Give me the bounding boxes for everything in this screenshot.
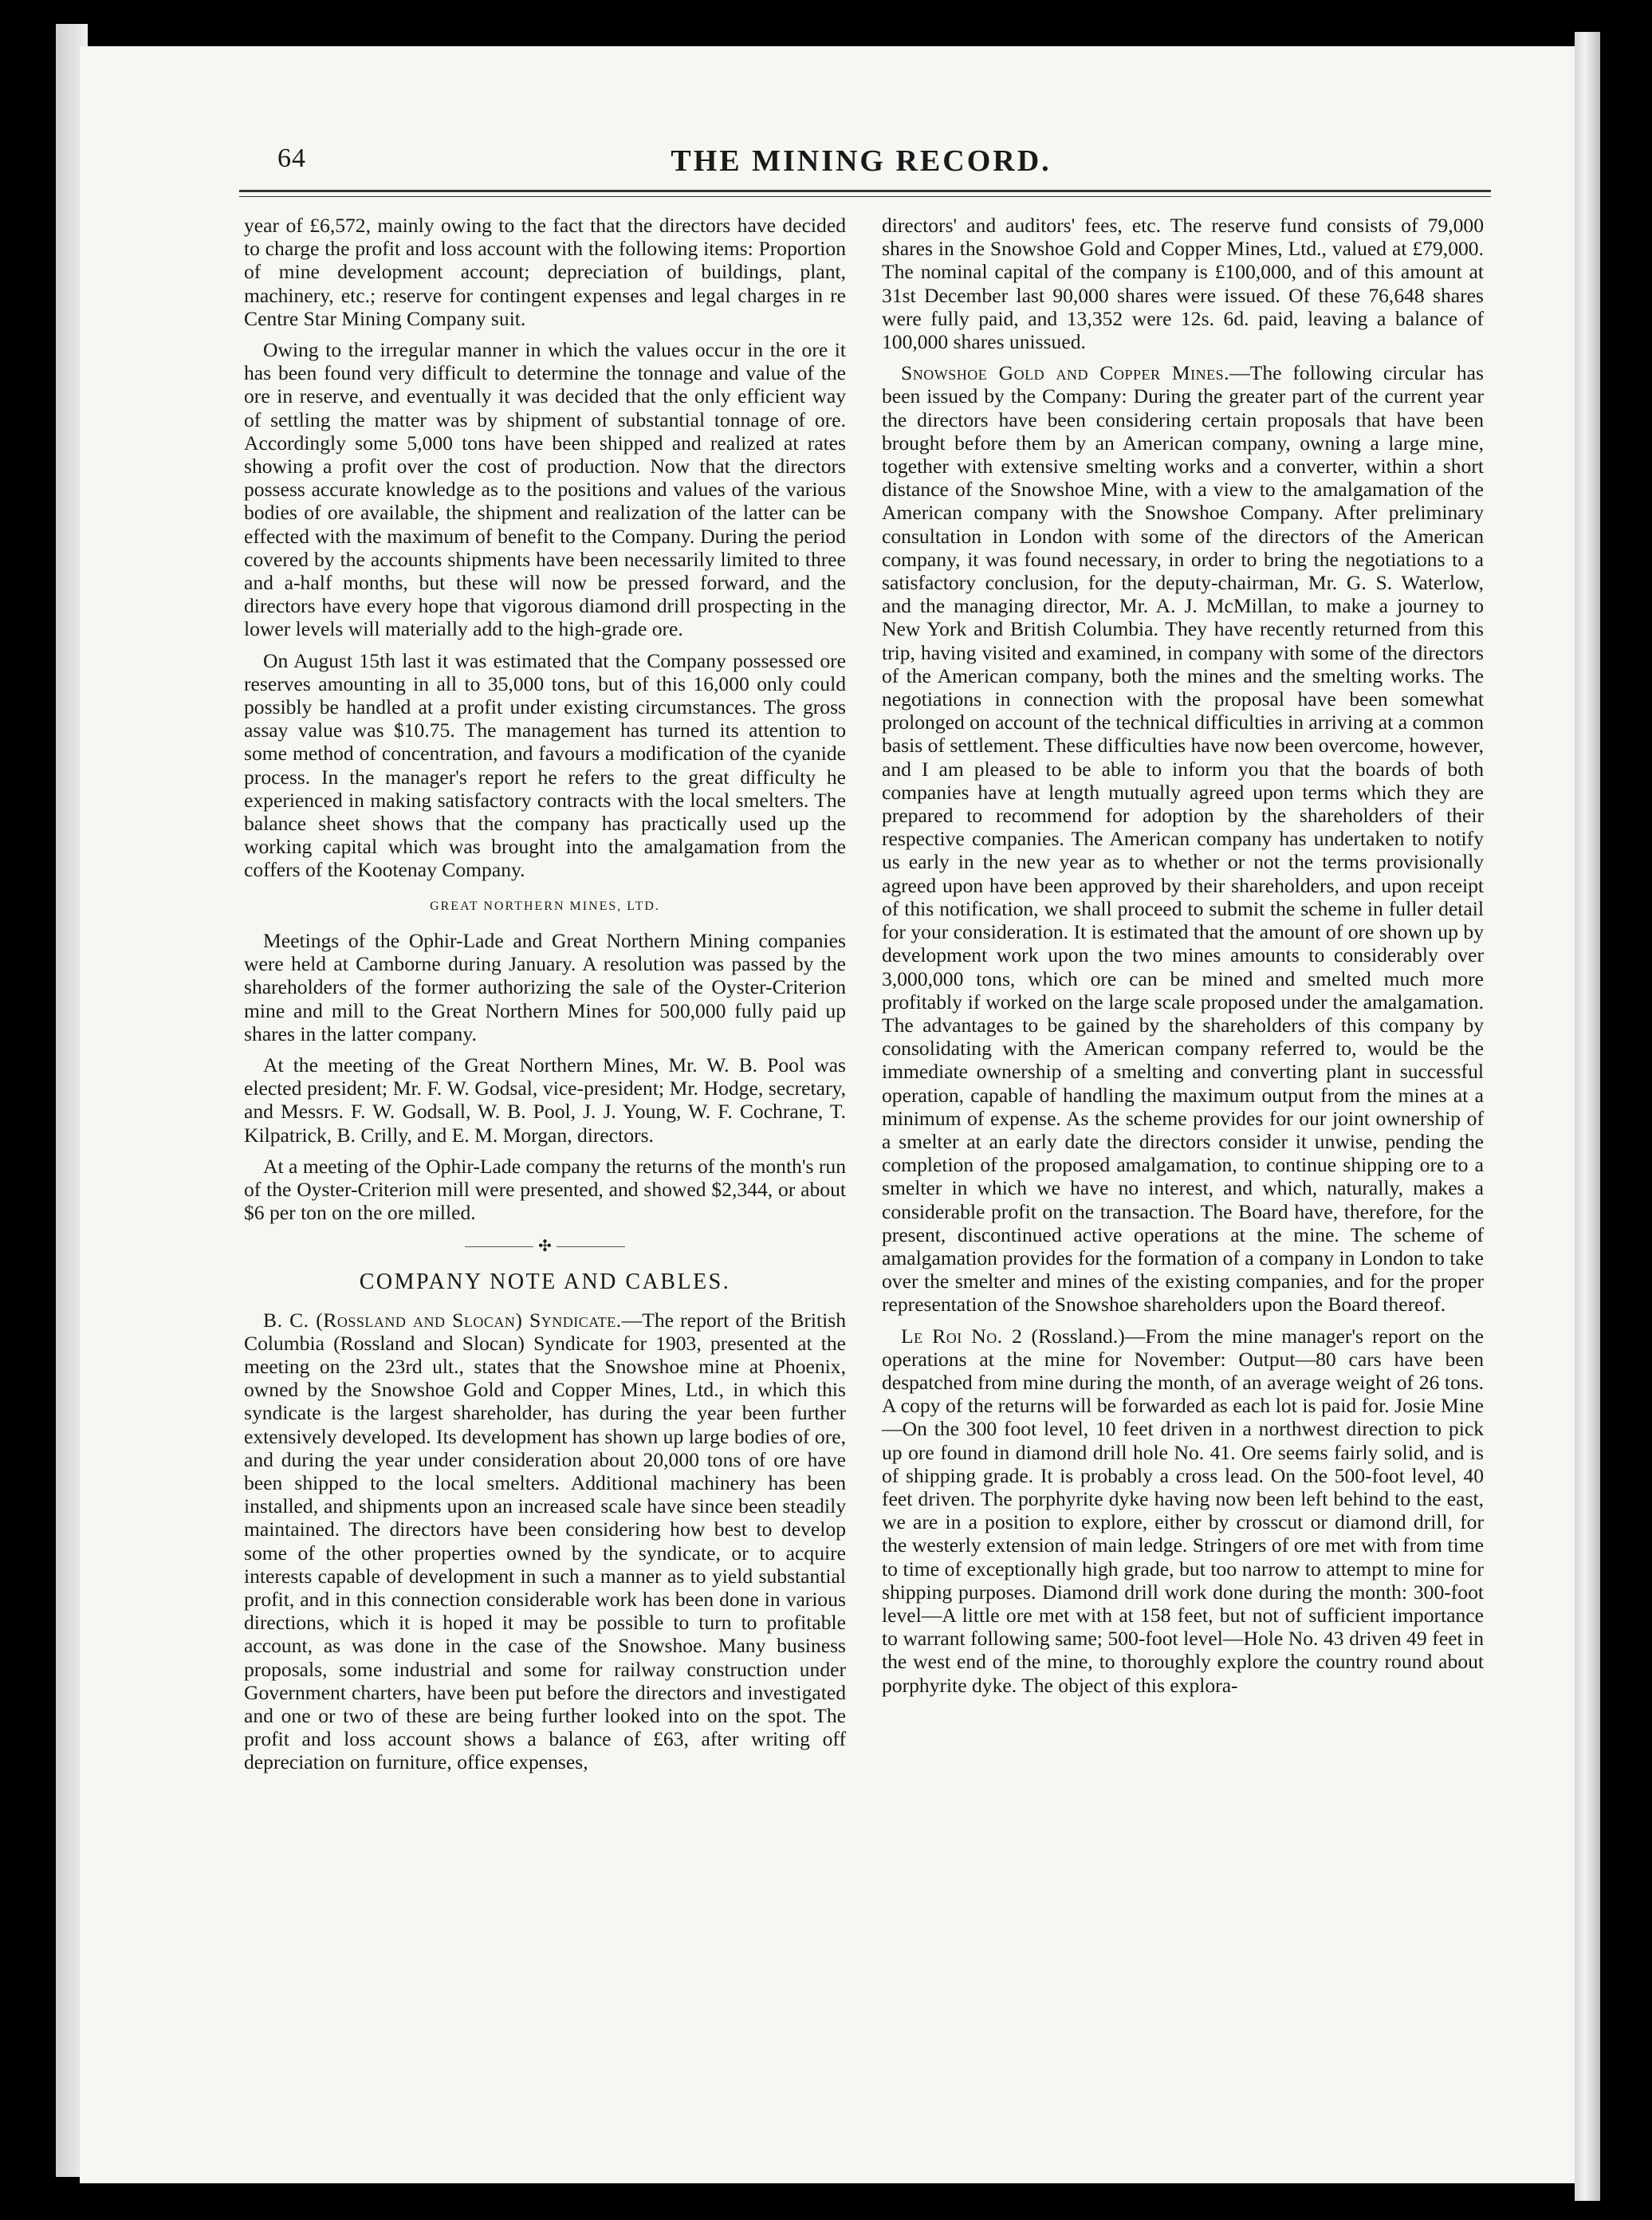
paragraph-body: (Rossland.)—From the mine manager's report on the operations at the mine for November: Output—80 cars have been despatched from mine during the month, of an average weight of 26 tons. A copy of the returns will be forwarded as each lot is paid for. Josie Mine—On the 300 foot level, 10 feet driven in a northwest direction to pick up ore found in diamond drill hole No. 41. Ore seems fairly solid, and is of shipping grade. It is probably a cross lead. On the 500-foot level, 40 feet driven. The porphyrite dyke having now been left behind to the east, we are in a position to explore, either by crosscut or diamond drill, for the westerly extension of main ledge. Stringers of ore met with from time to time of exceptionally high grade, but too narrow to attempt to mine for shipping purposes. Diamond drill work done during the month: 300-foot level—A little ore met with at 158 feet, but not of sufficient importance to warrant following same; 500-foot level—Hole No. 43 driven 49 feet in the west end of the mine, to thoroughly explore the country round about porphyrite dyke. The object of this explora- (882, 1324, 1484, 1697)
section-divider (244, 1238, 846, 1254)
paragraph (882, 361, 1484, 1316)
subhead-great-northern: GREAT NORTHERN MINES, LTD. (430, 899, 660, 913)
runin-heading: Le Roi No. 2 (901, 1324, 1023, 1348)
paragraph: year of £6,572, mainly owing to the fact that the directors have decided to charge the profit and loss account with the following items: Proportion of mine development account; depreciation of buildings, plant, machinery, etc.; reserve for contingent expenses and legal charges in re Centre Star Mining Company suit. (244, 214, 846, 330)
divider-line (465, 1246, 533, 1247)
fleuron-icon: ✣ (538, 1238, 552, 1256)
header-rule-thick (239, 190, 1491, 192)
runin-heading: B. C. (Rossland and Slocan) Syndicate. (263, 1308, 622, 1332)
paragraph: Meetings of the Ophir-Lade and Great Northern Mining companies were held at Camborne during January. A resolution was passed by the shareholders of the former authorizing the sale of the Oyster-Criterion mine and mill to the Great Northern Mines for 500,000 fully paid up shares in the latter company. (244, 928, 846, 1045)
running-head (239, 137, 1483, 185)
paragraph: At the meeting of the Great Northern Mines, Mr. W. B. Pool was elected president; Mr. F. W. Godsal, vice-president; Mr. Hodge, secretary, and Messrs. F. W. Godsall, W. B. Pool, J. J. Young, W. F. Cochrane, T. Kilpatrick, B. Crilly, and E. M. Morgan, directors. (244, 1053, 846, 1147)
paragraph (882, 1325, 1484, 1697)
paragraph: Owing to the irregular manner in which the values occur in the ore it has been found very difficult to determine the tonnage and value of the ore in reserve, and eventually it was decided that the only efficient way of settling the matter was by shipment of substantial tonnage of ore. Accordingly some 5,000 tons have been shipped and realized at rates showing a profit over the cost of production. Now that the directors possess accurate knowledge as to the positions and values of the various bodies of ore available, the shipment and realization of the latter can be effected with the maximum of benefit to the Company. During the period covered by the accounts shipments have been necessarily limited to three and a-half months, but these will now be pressed forward, and the directors have every hope that vigorous diamond drill prospecting in the lower levels will materially add to the high-grade ore. (244, 338, 846, 641)
journal-title: THE MINING RECORD. (671, 144, 1052, 178)
paragraph: At a meeting of the Ophir-Lade company the returns of the month's run of the Oyster-Criterion mill were presented, and showed $2,344, or about $6 per ton on the ore milled. (244, 1154, 846, 1225)
page-gutter-shadow (1575, 32, 1600, 2201)
section-title: COMPANY NOTE AND CABLES. (359, 1269, 731, 1295)
right-column (882, 214, 1484, 1697)
left-column (244, 214, 846, 1774)
paragraph (244, 1309, 846, 1774)
divider-line (557, 1246, 625, 1247)
paragraph-body: —The report of the British Columbia (Rossland and Slocan) Syndicate for 1903, presented at the meeting on the 23rd ult., states that the Snowshoe mine at Phoenix, owned by the Snowshoe Gold and Copper Mines, Ltd., in which this syndicate is the largest shareholder, has during the year been further extensively developed. Its development has shown up large bodies of ore, and during the year under consideration about 20,000 tons of ore have been shipped to the local smelters. Additional machinery has been installed, and shipments upon an increased scale have since been steadily maintained. The directors have been considering how best to develop some of the other properties owned by the syndicate, or to acquire interests capable of development in such a manner as to yield substantial profit, and in this connection considerable work has been done in various directions, which it is hoped it may be possible to turn to profitable account, as was done in the case of the Snowshoe. Many business proposals, some industrial and some for railway construction under Government charters, have been put before the directors and investigated and one or two of these are being further looked into on the spot. The profit and loss account shows a balance of £63, after writing off depreciation on furniture, office expenses, (244, 1308, 847, 1774)
runin-heading: Snowshoe Gold and Copper Mines. (901, 361, 1230, 385)
header-rule-thin (239, 196, 1491, 197)
page-number: 64 (277, 144, 306, 173)
paragraph: On August 15th last it was estimated that the Company possessed ore reserves amounting in all to 35,000 tons, but of this 16,000 only could possibly be handled at a profit under existing circumstances. The gross assay value was $10.75. The management has turned its attention to some method of concentration, and favours a modification of the cyanide process. In the manager's report he refers to the great difficulty he experienced in making satisfactory contracts with the local smelters. The balance sheet shows that the company has practically used up the working capital which was brought into the amalgamation from the coffers of the Kootenay Company. (244, 648, 846, 882)
paragraph-body: —The following circular has been issued by the Company: During the greater part of the current year the directors have been considering certain proposals that have been brought before them by an American company, owning a large mine, together with extensive smelting works and a converter, within a short distance of the Snowshoe Mine, with a view to the amalgamation of the American company with the Snowshoe Company. After preliminary consultation in London with some of the directors of the American company, it was found necessary, in order to bring the negotiations to a satisfactory conclusion, for the deputy-chairman, Mr. G. S. Waterlow, and the managing director, Mr. A. J. McMillan, to make a journey to New York and British Columbia. They have recently returned from this trip, having visited and examined, in company with some of the directors of the American company, both the mines and the smelting works. The negotiations in connection with the proposal have been somewhat prolonged on account of the technical difficulties in arriving at a common basis of settlement. These difficulties have now been overcome, however, and I am pleased to be able to inform you that the boards of both companies have at length mutually agreed upon terms which they are prepared to recommend for adoption by the shareholders of their respective companies. The American company has undertaken to notify us early in the new year as to whether or not the terms provisionally agreed upon have been approved by their shareholders, and upon receipt of this notification, we shall proceed to submit the scheme in fuller detail for your consideration. It is estimated that the amount of ore shown up by development work upon the two mines amounts to considerably over 3,000,000 tons, which ore can be mined and smelted much more profitably if worked on the large scale proposed under the amalgamation. The advantages to be gained by the shareholders of this company by consolidating with the American company referred to, would be the immediate ownership of a smelting and converting plant in successful operation, capable of handling the maximum output from the mines at a minimum of expense. As the scheme provides for our joint ownership of a smelter at an early date the directors consider it unwise, pending the completion of the proposed amalgamation, to continue shipping ore to a smelter in which we have no interest, and which, naturally, makes a considerable profit on the transaction. The Board have, therefore, for the present, discontinued active operations at the mine. The scheme of amalgamation provides for the formation of a company in London to take over the smelter and mines of the existing companies, and for the proper representation of the Snowshoe shareholders upon the Board thereof. (882, 361, 1485, 1317)
paragraph: directors' and auditors' fees, etc. The reserve fund consists of 79,000 shares in the Snowshoe Gold and Copper Mines, Ltd., valued at £79,000. The nominal capital of the company is £100,000, and of this amount at 31st December last 90,000 shares were issued. Of these 76,648 shares were fully paid, and 13,352 were 12s. 6d. paid, leaving a balance of 100,000 shares unissued. (882, 214, 1484, 354)
